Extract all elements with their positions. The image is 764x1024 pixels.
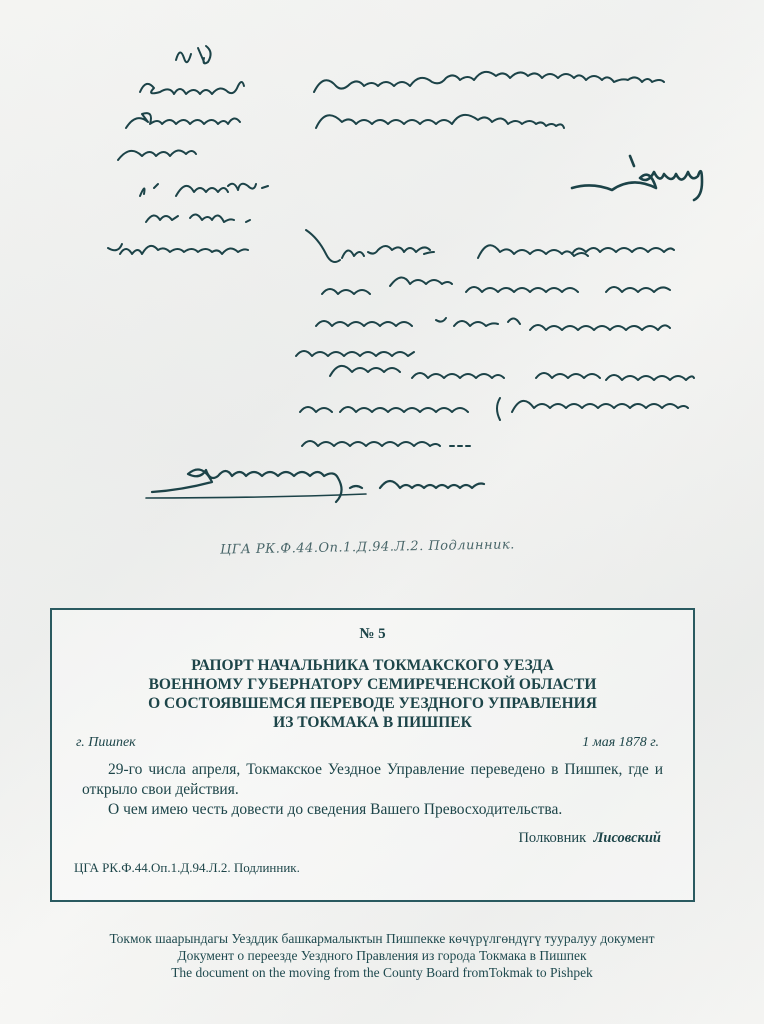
captions bbox=[0, 930, 764, 981]
document-body bbox=[74, 760, 671, 820]
signature-rank: Полковник bbox=[518, 830, 587, 846]
handwritten-archive-reference: ЦГА РК.Ф.44.Оп.1.Д.94.Л.2. Подлинник. bbox=[219, 537, 515, 558]
caption-russian: Документ о переезде Уездного Правления из города Токмака в Пишпек bbox=[177, 948, 587, 963]
document-place-date bbox=[74, 735, 671, 751]
signature-name: Лисовский bbox=[593, 830, 661, 846]
document-date: 1 мая 1878 г. bbox=[582, 735, 659, 750]
caption-kyrgyz: Токмок шаарындагы Уезддик башкармалыктын Пишпекке көчүрүлгөндүгү тууралуу документ bbox=[109, 931, 655, 946]
document-signature bbox=[74, 830, 671, 847]
document-paragraph: 29-го числа апреля, Токмакское Уездное Управление переведено в Пишпек, где и открыло свои действия. bbox=[82, 761, 663, 798]
document-number: № 5 bbox=[359, 626, 386, 642]
document-title-line: О СОСТОЯВШЕМСЯ ПЕРЕВОДЕ УЕЗДНОГО УПРАВЛЕНИЯ bbox=[148, 695, 597, 712]
caption-english: The document on the moving from the County Board fromTokmak to Pishpek bbox=[171, 965, 593, 980]
printed-document-frame bbox=[50, 608, 695, 902]
document-title-line: ВОЕННОМУ ГУБЕРНАТОРУ СЕМИРЕЧЕНСКОЙ ОБЛАСТИ bbox=[148, 676, 597, 693]
document-paragraph: О чем имею честь довести до сведения Вашего Превосходительства. bbox=[108, 801, 563, 818]
document-title-line: РАПОРТ НАЧАЛЬНИКА ТОКМАКСКОГО УЕЗДА bbox=[191, 657, 554, 674]
document-title-line: ИЗ ТОКМАКА В ПИШПЕК bbox=[273, 714, 472, 731]
document-place: г. Пишпек bbox=[76, 735, 136, 750]
document-archive-reference: ЦГА РК.Ф.44.Оп.1.Д.94.Л.2. Подлинник. bbox=[74, 860, 300, 875]
document-title bbox=[74, 656, 671, 732]
